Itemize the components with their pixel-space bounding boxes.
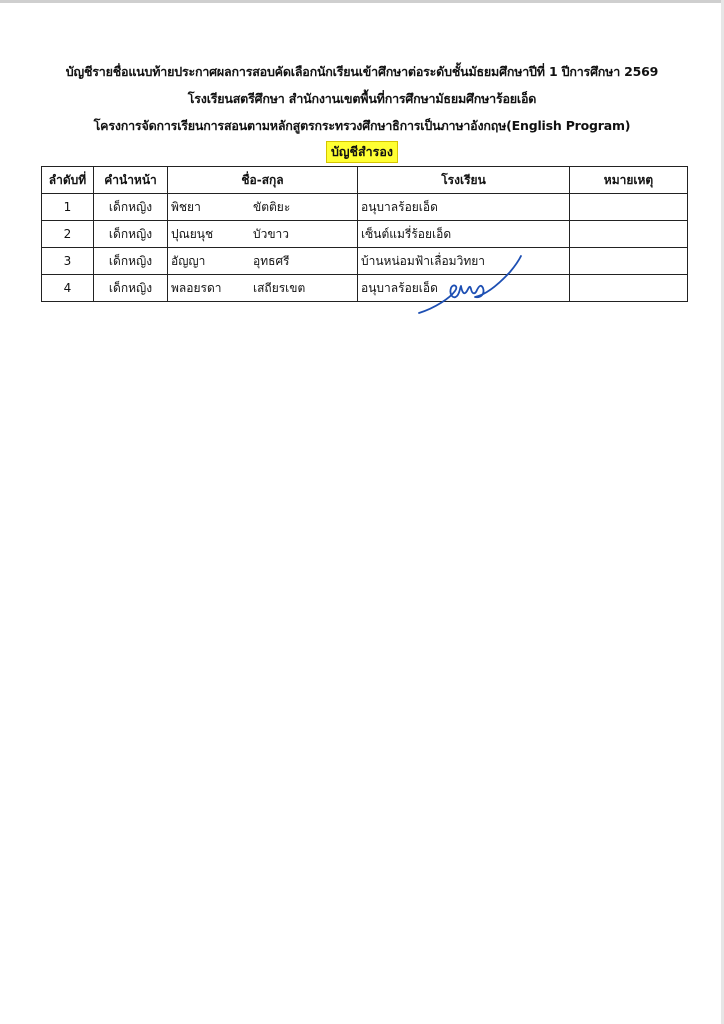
last-name: ขัตติยะ	[253, 199, 291, 214]
table-row	[42, 221, 688, 248]
row-name	[168, 275, 358, 302]
row-school: เซ็นต์แมรี่ร้อยเอ็ด	[358, 221, 570, 248]
column-header-no: ลำดับที่	[42, 167, 94, 194]
row-prefix: เด็กหญิง	[94, 194, 168, 221]
column-header-note: หมายเหตุ	[570, 167, 688, 194]
row-number: 3	[42, 248, 94, 275]
reserve-list-table	[41, 166, 688, 302]
column-header-prefix: คำนำหน้า	[94, 167, 168, 194]
row-number: 4	[42, 275, 94, 302]
row-name	[168, 194, 358, 221]
first-name: พลอยรดา	[171, 280, 222, 295]
column-header-name: ชื่อ-สกุล	[168, 167, 358, 194]
row-note	[570, 194, 688, 221]
last-name: บัวขาว	[253, 226, 290, 241]
row-prefix: เด็กหญิง	[94, 221, 168, 248]
row-prefix: เด็กหญิง	[94, 248, 168, 275]
row-school: บ้านหน่อมฟ้าเลื่อมวิทยา	[358, 248, 570, 275]
table-row	[42, 194, 688, 221]
table-row	[42, 248, 688, 275]
list-type-wrap	[0, 141, 724, 163]
row-note	[570, 221, 688, 248]
list-type-label: บัญชีสำรอง	[326, 141, 398, 163]
last-name: อุทธศรี	[253, 253, 290, 268]
signature-scribble	[415, 250, 525, 320]
program-line: โครงการจัดการเรียนการสอนตามหลักสูตรกระทรวงศึกษาธิการเป็นภาษาอังกฤษ(English Program)	[93, 118, 631, 133]
scan-top-edge	[0, 0, 724, 3]
document-title: บัญชีรายชื่อแนบท้ายประกาศผลการสอบคัดเลือกนักเรียนเข้าศึกษาต่อระดับชั้นมัธยมศึกษาปีที่ 1 ปีการศึกษา 2569	[65, 64, 659, 79]
row-school: อนุบาลร้อยเอ็ด	[358, 275, 570, 302]
table-row	[42, 275, 688, 302]
row-school: อนุบาลร้อยเอ็ด	[358, 194, 570, 221]
row-name	[168, 221, 358, 248]
row-note	[570, 275, 688, 302]
first-name: อัญญา	[171, 253, 206, 268]
table-header-row	[42, 167, 688, 194]
last-name: เสถียรเขต	[253, 280, 306, 295]
column-header-school: โรงเรียน	[358, 167, 570, 194]
first-name: พิชยา	[171, 199, 201, 214]
school-line: โรงเรียนสตรีศึกษา สำนักงานเขตพื้นที่การศึกษามัธยมศึกษาร้อยเอ็ด	[187, 91, 537, 106]
first-name: ปุณยนุช	[171, 226, 214, 241]
row-note	[570, 248, 688, 275]
row-prefix: เด็กหญิง	[94, 275, 168, 302]
row-number: 1	[42, 194, 94, 221]
row-name	[168, 248, 358, 275]
row-number: 2	[42, 221, 94, 248]
